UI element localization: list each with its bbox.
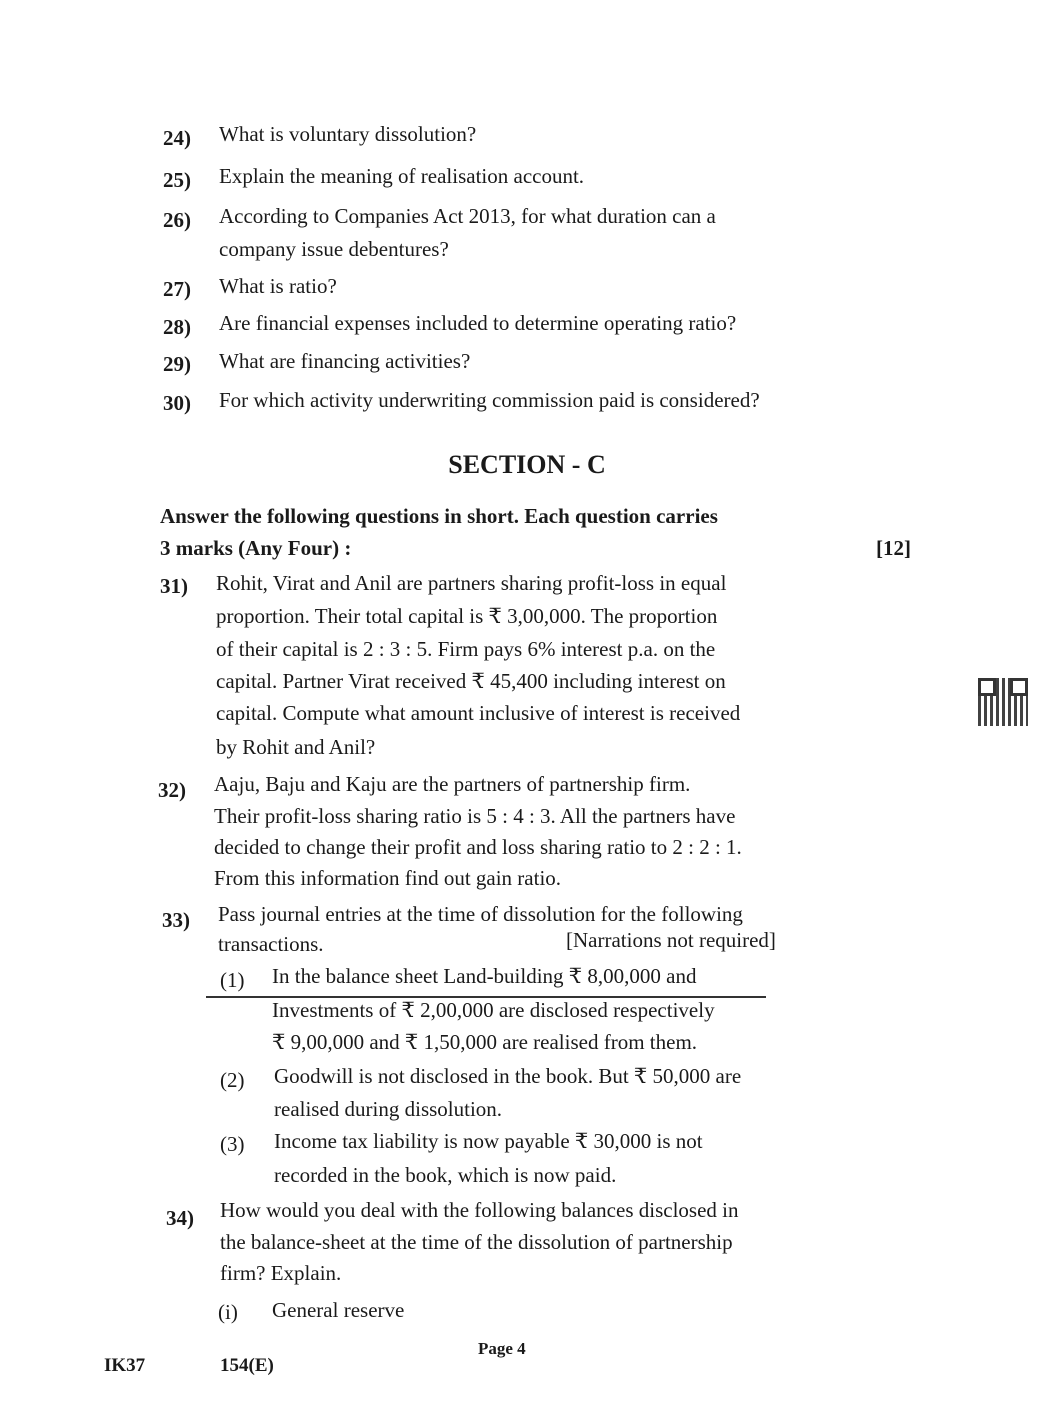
question-text: How would you deal with the following balances disclosed in (220, 1198, 739, 1222)
question-note: [Narrations not required] (566, 928, 776, 952)
question-text: According to Companies Act 2013, for what duration can a (219, 204, 716, 228)
section-instruction: Answer the following questions in short. Each question carries (160, 504, 718, 528)
item-text: recorded in the book, which is now paid. (274, 1163, 617, 1187)
question-number: 24) (163, 126, 191, 150)
question-number: 25) (163, 168, 191, 192)
item-number: (3) (220, 1132, 245, 1156)
question-text: proportion. Their total capital is ₹ 3,00,000. The proportion (216, 604, 718, 628)
item-number: (i) (218, 1300, 238, 1324)
item-number: (2) (220, 1068, 245, 1092)
section-instruction: 3 marks (Any Four) : (160, 536, 352, 560)
item-text: Investments of ₹ 2,00,000 are disclosed respectively (272, 998, 715, 1022)
page-number: Page 4 (478, 1339, 526, 1358)
pen-underline (206, 996, 766, 998)
question-text: capital. Compute what amount inclusive of interest is received (216, 701, 741, 725)
question-text: What is voluntary dissolution? (219, 122, 477, 146)
question-number: 34) (166, 1206, 194, 1230)
section-title: SECTION - C (448, 450, 606, 479)
question-number: 31) (160, 574, 188, 598)
item-text: realised during dissolution. (274, 1097, 503, 1121)
question-text: of their capital is 2 : 3 : 5. Firm pays 6% interest p.a. on the (216, 637, 716, 661)
question-text: the balance-sheet at the time of the dissolution of partnership (220, 1230, 733, 1254)
item-text: In the balance sheet Land-building ₹ 8,00,000 and (272, 964, 697, 988)
item-text: Goodwill is not disclosed in the book. But ₹ 50,000 are (274, 1064, 742, 1088)
question-number: 27) (163, 277, 191, 301)
question-number: 32) (158, 778, 186, 802)
question-text: Their profit-loss sharing ratio is 5 : 4 : 3. All the partners have (214, 804, 736, 828)
question-text: What is ratio? (219, 274, 337, 298)
question-text: transactions. (218, 932, 324, 956)
qr-code (978, 678, 1028, 726)
question-number: 30) (163, 391, 191, 415)
question-number: 33) (162, 908, 190, 932)
item-text: General reserve (272, 1298, 405, 1322)
footer-paper: 154(E) (220, 1355, 274, 1376)
section-marks: [12] (876, 536, 911, 560)
question-number: 28) (163, 315, 191, 339)
question-text: Rohit, Virat and Anil are partners sharing profit-loss in equal (216, 571, 727, 595)
question-text: decided to change their profit and loss sharing ratio to 2 : 2 : 1. (214, 835, 742, 859)
question-text: firm? Explain. (220, 1261, 342, 1285)
question-text: Aaju, Baju and Kaju are the partners of partnership firm. (214, 772, 691, 796)
item-number: (1) (220, 968, 245, 992)
question-text: company issue debentures? (219, 237, 449, 261)
item-text: Income tax liability is now payable ₹ 30,000 is not (274, 1129, 703, 1153)
question-text: capital. Partner Virat received ₹ 45,400 including interest on (216, 669, 726, 693)
item-text: ₹ 9,00,000 and ₹ 1,50,000 are realised from them. (272, 1030, 698, 1054)
question-text: For which activity underwriting commission paid is considered? (219, 388, 760, 412)
question-number: 26) (163, 208, 191, 232)
question-text: What are financing activities? (219, 349, 471, 373)
question-text: by Rohit and Anil? (216, 735, 376, 759)
footer-code: IK37 (104, 1355, 146, 1376)
question-text: Are financial expenses included to determine operating ratio? (219, 311, 737, 335)
question-text: From this information find out gain ratio. (214, 866, 562, 890)
question-number: 29) (163, 352, 191, 376)
question-text: Pass journal entries at the time of dissolution for the following (218, 902, 743, 926)
question-text: Explain the meaning of realisation account. (219, 164, 585, 188)
